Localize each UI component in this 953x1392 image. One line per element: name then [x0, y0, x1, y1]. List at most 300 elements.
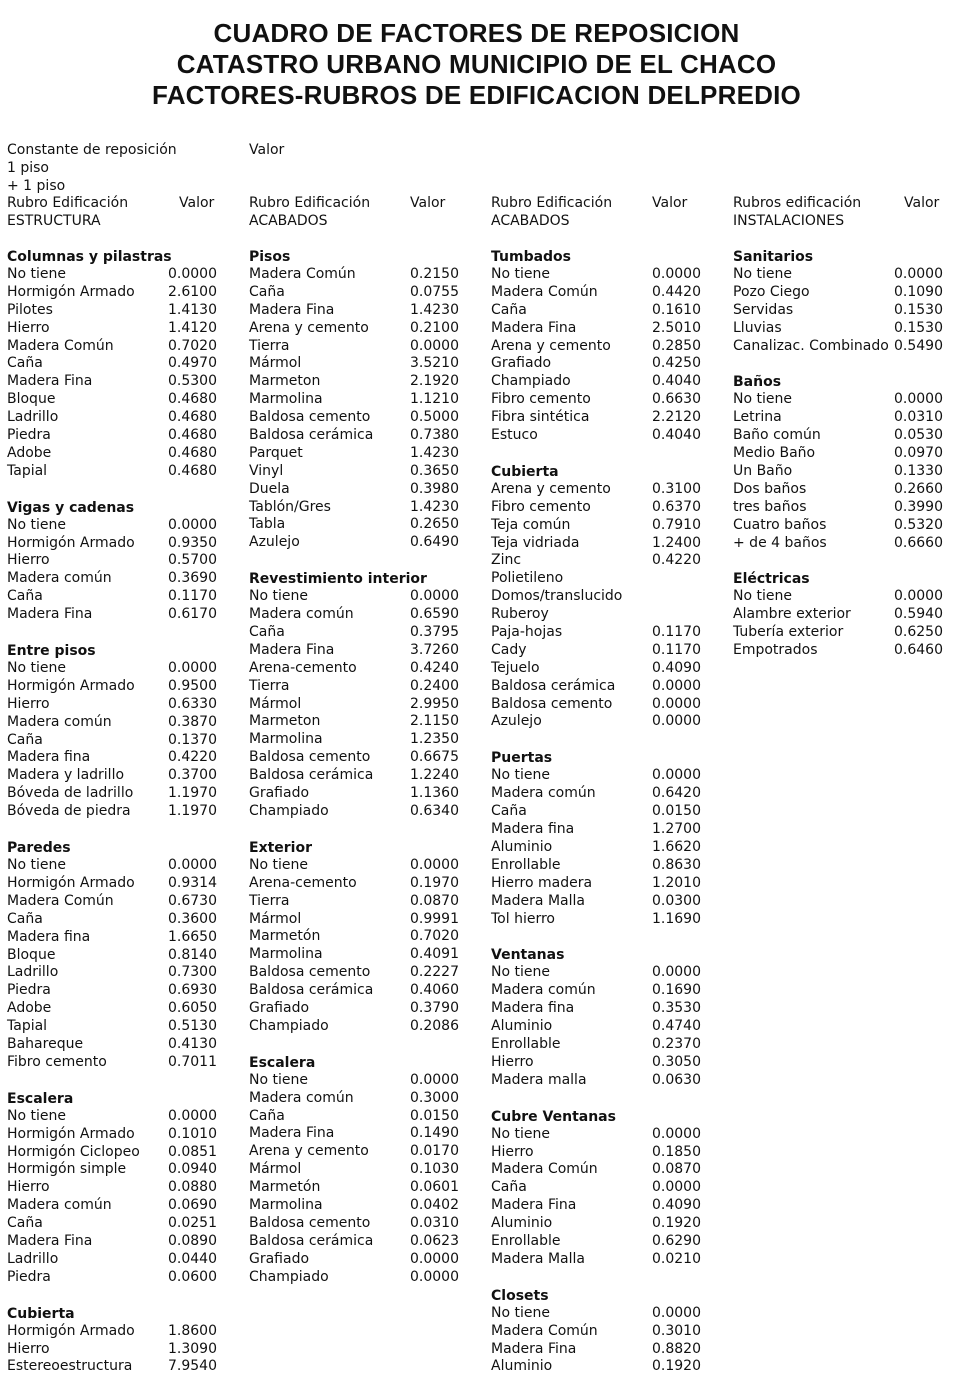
factor-value: 0.4680: [168, 427, 217, 444]
factor-name: Fibro cemento: [491, 498, 591, 515]
factor-name: Teja vidriada: [491, 534, 580, 551]
factor-row: [491, 1161, 703, 1179]
factor-value: 0.4040: [652, 427, 701, 444]
factor-name: Madera Fina: [7, 1232, 93, 1249]
factor-row: [7, 749, 219, 767]
factor-value: 0.0000: [652, 1304, 701, 1321]
factor-name: Fibro cemento: [491, 391, 591, 408]
factor-value: 0.6590: [410, 606, 459, 623]
factor-name: Champiado: [491, 373, 571, 390]
factor-row: [7, 1269, 219, 1287]
factor-row: [491, 713, 703, 731]
factor-row: [491, 857, 703, 875]
factor-value: 0.4220: [168, 749, 217, 766]
factor-name: Hormigón Armado: [7, 534, 135, 551]
factor-value: 2.5010: [652, 319, 701, 336]
factor-name: Madera Malla: [491, 1250, 585, 1267]
factor-row: [7, 391, 219, 409]
factor-row: [249, 391, 461, 409]
section-title: Vigas y cadenas: [7, 499, 135, 516]
factor-value: 0.1030: [410, 1161, 459, 1178]
factor-row: [491, 1000, 703, 1018]
section: [7, 839, 219, 1072]
factor-row: [249, 463, 461, 481]
factor-value: 0.1330: [894, 463, 943, 480]
factor-name: Enrollable: [491, 856, 561, 873]
factor-name: Adobe: [7, 1000, 52, 1017]
factor-row: [733, 535, 945, 553]
factor-name: Bloque: [7, 391, 56, 408]
section-title: Entre pisos: [7, 643, 96, 660]
factor-value: 0.0000: [652, 695, 701, 712]
factor-row: [733, 284, 945, 302]
factor-value: 0.6930: [168, 982, 217, 999]
factor-name: Marmeton: [249, 373, 321, 390]
factor-name: No tiene: [491, 767, 550, 784]
column-header-value: Valor: [179, 195, 215, 211]
factor-value: 0.1970: [410, 874, 459, 891]
section: [249, 839, 461, 1036]
factor-row: [249, 660, 461, 678]
factor-value: 0.0000: [652, 1125, 701, 1142]
section-title: Revestimiento interior: [249, 571, 427, 588]
column-3: [491, 194, 703, 1376]
factor-name: Parquet: [249, 444, 303, 461]
factor-value: 1.4130: [168, 301, 217, 318]
column-header: [491, 194, 703, 230]
factor-row: [249, 266, 461, 284]
factor-row: [7, 1197, 219, 1215]
factor-value: 0.6330: [168, 695, 217, 712]
column-header-value: Valor: [652, 195, 688, 211]
factor-row: [249, 785, 461, 803]
factor-name: Servidas: [733, 301, 794, 318]
factor-value: 1.6620: [652, 838, 701, 855]
section: [491, 248, 703, 445]
factor-name: Marmolina: [249, 731, 323, 748]
factor-name: Caña: [491, 1179, 527, 1196]
factor-row: [491, 1144, 703, 1162]
factor-name: Baldosa cerámica: [249, 427, 374, 444]
factor-value: 2.1920: [410, 373, 459, 390]
title-line-2: CATASTRO URBANO MUNICIPIO DE EL CHACO: [176, 49, 777, 79]
factor-name: Caña: [7, 731, 43, 748]
factor-row: [733, 606, 945, 624]
factor-row: [249, 1269, 461, 1287]
factor-value: 0.0000: [168, 516, 217, 533]
factor-row: [249, 1125, 461, 1143]
factor-name: Baño común: [733, 427, 821, 444]
section: [491, 1287, 703, 1377]
factor-value: 0.0000: [410, 588, 459, 605]
factor-row: [7, 463, 219, 481]
factor-name: Arena-cemento: [249, 874, 357, 891]
factor-name: Zinc: [491, 552, 522, 569]
factor-name: Pozo Ciego: [733, 283, 810, 300]
factor-value: 0.4220: [652, 552, 701, 569]
factor-value: 0.7020: [410, 928, 459, 945]
factor-value: 0.2370: [652, 1035, 701, 1052]
factor-value: 1.2240: [410, 767, 459, 784]
factor-row: [7, 678, 219, 696]
column-header-label: Rubro Edificación: [7, 195, 129, 211]
factor-value: 0.3100: [652, 480, 701, 497]
section: [733, 373, 945, 552]
factor-value: 0.4090: [652, 1197, 701, 1214]
factor-value: 0.0880: [168, 1179, 217, 1196]
factor-value: 0.0623: [410, 1232, 459, 1249]
factor-value: 0.2086: [410, 1017, 459, 1034]
factor-name: Madera Común: [249, 266, 356, 282]
factor-value: 0.0000: [168, 857, 217, 874]
constante-label: Constante de reposición: [7, 142, 177, 158]
factor-row: [249, 588, 461, 606]
factor-name: No tiene: [491, 964, 550, 981]
factor-value: 0.6730: [168, 892, 217, 909]
factor-value: 2.1150: [410, 713, 459, 730]
factor-name: Caña: [491, 301, 527, 318]
factor-row: [733, 266, 945, 284]
factor-value: 0.3690: [168, 570, 217, 587]
factor-name: Bloque: [7, 946, 56, 963]
factor-name: Caña: [249, 624, 285, 641]
factor-row: [7, 803, 219, 821]
factor-row: [249, 875, 461, 893]
factor-row: [733, 517, 945, 535]
factor-row: [7, 1054, 219, 1072]
factor-name: No tiene: [249, 588, 308, 605]
factor-row: [249, 893, 461, 911]
factor-name: Domos/translucido: [491, 588, 623, 605]
factor-value: 0.6250: [894, 624, 943, 641]
factor-value: 0.1530: [894, 319, 943, 336]
factor-row: [491, 660, 703, 678]
factor-row: [7, 1108, 219, 1126]
factor-name: Tol hierro: [491, 910, 555, 927]
factor-value: 0.2100: [410, 319, 459, 336]
factor-row: [7, 1000, 219, 1018]
factor-name: Madera Fina: [249, 641, 335, 658]
factor-name: Grafiado: [249, 999, 310, 1016]
section: [491, 749, 703, 928]
factor-name: Baldosa cerámica: [491, 677, 616, 694]
factor-value: 0.8140: [168, 946, 217, 963]
factor-value: 1.1210: [410, 391, 459, 408]
factor-name: Hierro: [491, 1053, 534, 1070]
factor-value: 1.2350: [410, 731, 459, 748]
factor-value: 0.0000: [894, 391, 943, 408]
constante-value-header: Valor: [249, 142, 285, 158]
factor-row: [491, 1072, 703, 1090]
factor-name: Madera Fina: [7, 606, 93, 623]
factor-value: 0.2660: [894, 480, 943, 497]
factor-name: Tablón/Gres: [249, 498, 331, 515]
factor-value: 0.1920: [652, 1215, 701, 1232]
factor-name: Hormigón Armado: [7, 677, 135, 694]
factor-value: 0.0310: [410, 1214, 459, 1231]
factor-name: Madera común: [249, 1089, 354, 1106]
factor-row: [7, 1323, 219, 1341]
factor-row: [7, 714, 219, 732]
factor-name: Mármol: [249, 910, 302, 927]
factor-row: [249, 803, 461, 821]
factor-name: No tiene: [249, 1071, 308, 1088]
factor-name: Baldosa cerámica: [249, 767, 374, 784]
factor-name: Aluminio: [491, 838, 553, 855]
section-title: Cubierta: [7, 1305, 75, 1322]
factor-row: [491, 355, 703, 373]
factor-value: 0.6460: [894, 642, 943, 659]
factor-name: Baldosa cemento: [249, 964, 371, 981]
factor-row: [491, 481, 703, 499]
factor-row: [491, 535, 703, 553]
factor-value: 0.0000: [652, 677, 701, 694]
factor-name: Vinyl: [249, 462, 284, 479]
factor-row: [733, 481, 945, 499]
factor-value: 0.3530: [652, 1000, 701, 1017]
factor-value: 0.3870: [168, 713, 217, 730]
factor-row: [249, 1072, 461, 1090]
factor-name: No tiene: [491, 1304, 550, 1321]
factor-value: 0.0000: [168, 1107, 217, 1124]
factor-name: Caña: [7, 1215, 43, 1232]
factor-name: Hormigón Armado: [7, 283, 135, 300]
factor-row: [7, 964, 219, 982]
factor-value: 1.1360: [410, 785, 459, 802]
section-title: Cubre Ventanas: [491, 1108, 616, 1125]
factor-row: [249, 1215, 461, 1233]
factor-row: [7, 1341, 219, 1359]
factor-value: 0.1490: [410, 1125, 459, 1142]
factor-row: [733, 499, 945, 517]
factor-name: Madera Común: [491, 1322, 598, 1339]
factor-row: [733, 463, 945, 481]
factor-row: [491, 803, 703, 821]
factor-row: [249, 320, 461, 338]
factor-row: [249, 1108, 461, 1126]
factor-value: 0.0600: [168, 1268, 217, 1285]
factor-row: [7, 947, 219, 965]
factor-value: 0.0150: [652, 803, 701, 820]
factor-name: Madera malla: [491, 1071, 587, 1088]
section: [7, 499, 219, 624]
factor-value: 0.0870: [652, 1161, 701, 1178]
factor-name: Hierro: [7, 695, 50, 712]
factor-row: [491, 821, 703, 839]
factor-name: tres baños: [733, 498, 807, 515]
factor-name: Madera Común: [7, 892, 114, 909]
factor-row: [491, 373, 703, 391]
factor-name: Champiado: [249, 1268, 329, 1285]
factor-value: 0.5130: [168, 1018, 217, 1035]
factor-value: 0.6490: [410, 534, 459, 551]
factor-name: Ruberoy: [491, 606, 549, 623]
factor-name: Polietileno: [491, 570, 564, 587]
factor-value: 0.1170: [168, 588, 217, 605]
factor-name: Ladrillo: [7, 1250, 59, 1267]
factor-name: Marmolina: [249, 946, 323, 963]
factor-value: 0.4040: [652, 373, 701, 390]
factor-value: 0.4240: [410, 659, 459, 676]
factor-value: 0.0755: [410, 283, 459, 300]
factor-value: 0.1530: [894, 301, 943, 318]
factor-value: 2.2120: [652, 409, 701, 426]
factor-name: Madera fina: [491, 1000, 575, 1017]
factor-row: [7, 588, 219, 606]
factor-name: Madera Fina: [249, 301, 335, 318]
factor-row: [491, 588, 703, 606]
factor-row: [249, 1000, 461, 1018]
factor-row: [7, 445, 219, 463]
factor-row: [7, 320, 219, 338]
factor-row: [491, 338, 703, 356]
factor-row: [7, 1251, 219, 1269]
factor-row: [249, 911, 461, 929]
factor-row: [491, 839, 703, 857]
factor-row: [7, 767, 219, 785]
factor-name: Tabla: [249, 516, 286, 533]
factor-row: [249, 534, 461, 552]
section: [491, 1108, 703, 1269]
factor-row: [491, 570, 703, 588]
column-header-value: Valor: [904, 195, 940, 211]
factor-row: [7, 857, 219, 875]
factor-row: [7, 982, 219, 1000]
factor-row: [491, 767, 703, 785]
factor-row: [7, 911, 219, 929]
factor-value: 7.9540: [168, 1358, 217, 1375]
factor-name: Azulejo: [249, 534, 300, 551]
factor-name: No tiene: [733, 266, 792, 282]
factor-row: [249, 606, 461, 624]
factor-name: Hierro: [7, 552, 50, 569]
factor-name: Marmeton: [249, 713, 321, 730]
factor-name: Hormigón Ciclopeo: [7, 1143, 140, 1160]
factor-name: Enrollable: [491, 1232, 561, 1249]
factor-name: Madera Malla: [491, 892, 585, 909]
factor-value: 0.2150: [410, 266, 459, 282]
factor-name: Caña: [249, 1107, 285, 1124]
factor-value: 0.4060: [410, 982, 459, 999]
factor-name: No tiene: [7, 516, 66, 533]
factor-value: 0.0000: [894, 266, 943, 282]
factor-name: Baldosa cerámica: [249, 982, 374, 999]
factor-name: Paja-hojas: [491, 624, 563, 641]
section: [491, 463, 703, 731]
factor-name: Ladrillo: [7, 964, 59, 981]
factor-name: Hierro: [7, 1179, 50, 1196]
factor-value: 0.0690: [168, 1197, 217, 1214]
factor-row: [249, 678, 461, 696]
column-header-label: Rubro Edificación: [491, 195, 613, 211]
factor-value: 0.6630: [652, 391, 701, 408]
factor-name: Marmetón: [249, 928, 321, 945]
factor-value: 0.4091: [410, 946, 459, 963]
factor-name: No tiene: [491, 1125, 550, 1142]
factor-row: [249, 302, 461, 320]
factor-row: [491, 624, 703, 642]
section-title: Tumbados: [491, 249, 572, 265]
factor-name: Tierra: [249, 677, 290, 694]
factor-name: Grafiado: [491, 355, 552, 372]
section-title: Columnas y pilastras: [7, 249, 172, 265]
factor-name: Ladrillo: [7, 409, 59, 426]
factor-name: Madera común: [249, 606, 354, 623]
factor-value: 0.0970: [894, 445, 943, 462]
column-header-category: ACABADOS: [491, 213, 570, 229]
factor-name: Arena y cemento: [491, 337, 611, 354]
factor-value: 0.0000: [410, 856, 459, 873]
factor-name: Champiado: [249, 1017, 329, 1034]
section-title: Closets: [491, 1287, 549, 1304]
column-header-value: Valor: [410, 195, 446, 211]
factor-row: [491, 964, 703, 982]
section-title: Exterior: [249, 839, 313, 856]
factor-value: 1.4230: [410, 498, 459, 515]
column-header-category: ESTRUCTURA: [7, 213, 101, 229]
factor-value: 0.9350: [168, 534, 217, 551]
section-title: Escalera: [249, 1054, 316, 1071]
factor-value: 0.7380: [410, 427, 459, 444]
factor-row: [7, 517, 219, 535]
factor-row: [7, 1358, 219, 1376]
factor-row: [7, 1036, 219, 1054]
factor-name: Un Baño: [733, 463, 793, 480]
factor-row: [249, 982, 461, 1000]
factor-row: [249, 516, 461, 534]
factor-value: 0.2650: [410, 516, 459, 533]
factor-row: [249, 338, 461, 356]
constante-row: + 1 piso: [7, 178, 66, 194]
column-header: [733, 194, 945, 230]
factor-value: 0.0251: [168, 1215, 217, 1232]
factor-value: 0.0310: [894, 409, 943, 426]
factor-value: 0.0851: [168, 1143, 217, 1160]
factor-name: Madera Fina: [491, 319, 577, 336]
factor-name: Hierro madera: [491, 874, 593, 891]
factor-row: [249, 964, 461, 982]
factor-row: [7, 732, 219, 750]
factor-row: [491, 642, 703, 660]
factor-name: Madera fina: [491, 821, 575, 838]
factor-row: [491, 875, 703, 893]
column-header: [7, 194, 219, 230]
factor-name: Enrollable: [491, 1035, 561, 1052]
factor-row: [7, 284, 219, 302]
factor-value: 0.4680: [168, 409, 217, 426]
factor-value: 0.2850: [652, 337, 701, 354]
factor-name: Hormigón Armado: [7, 874, 135, 891]
factor-name: Tubería exterior: [733, 624, 844, 641]
factor-row: [7, 606, 219, 624]
factor-row: [7, 552, 219, 570]
factor-name: Hormigón simple: [7, 1161, 127, 1178]
factor-row: [733, 624, 945, 642]
factor-name: Marmolina: [249, 1196, 323, 1213]
column-2: [249, 194, 461, 1286]
factor-name: No tiene: [7, 266, 66, 282]
factor-value: 0.0601: [410, 1179, 459, 1196]
factor-row: [249, 409, 461, 427]
factor-value: 0.6420: [652, 785, 701, 802]
factor-row: [491, 1341, 703, 1359]
factor-name: No tiene: [7, 660, 66, 677]
factor-value: 0.0000: [168, 660, 217, 677]
section-title: Paredes: [7, 840, 71, 857]
factor-value: 0.1170: [652, 641, 701, 658]
factor-name: Dos baños: [733, 480, 807, 497]
factor-row: [491, 517, 703, 535]
